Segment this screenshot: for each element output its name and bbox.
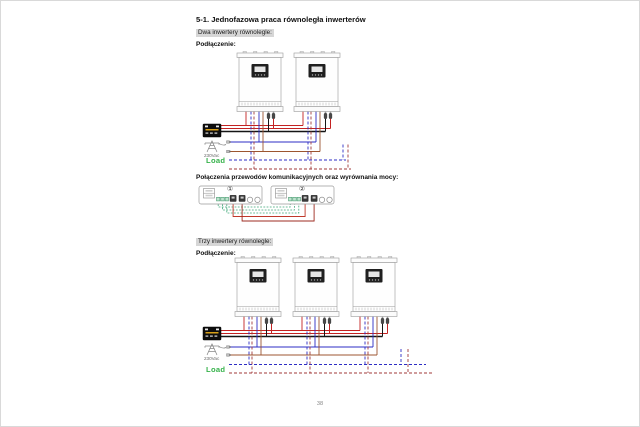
section-title: 5-1. Jednofazowa praca równoległa inwerterów	[196, 15, 366, 24]
green-terminal	[293, 197, 296, 201]
wire-crimp-connector	[227, 150, 230, 152]
board-2-number: ②	[299, 185, 306, 193]
inverter-lcd-screen	[369, 272, 380, 278]
load-label: Load	[206, 156, 226, 165]
round-port	[327, 197, 332, 202]
green-terminal	[297, 197, 300, 201]
green-terminal	[289, 197, 292, 201]
connection-label-1: Podłączenie:	[196, 40, 236, 48]
grid-voltage-label: 230Vac	[204, 152, 220, 158]
wire-crimp-connector	[227, 346, 230, 348]
round-port	[255, 197, 260, 202]
battery-cable-lug	[272, 113, 275, 118]
battery-cable-lug	[270, 318, 273, 323]
battery-cable-lug	[324, 113, 327, 118]
grid-voltage-label: 230Vac	[204, 355, 220, 361]
utility-grid-icon	[205, 344, 226, 355]
wire-crimp-connector	[227, 354, 230, 356]
inverter-lcd-screen	[255, 67, 266, 73]
round-port	[319, 197, 324, 202]
battery-cable-lug	[328, 318, 331, 323]
battery-bank-icon	[203, 124, 221, 137]
inverter-lcd-screen	[253, 272, 264, 278]
battery-cable-lug	[265, 318, 268, 323]
battery-cable-lug	[381, 318, 384, 323]
green-terminal	[217, 197, 220, 201]
board-1-number: ①	[227, 185, 234, 193]
three-inverter-wiring-diagram	[196, 251, 441, 386]
load-label: Load	[206, 364, 226, 374]
power-sharing-wire	[242, 202, 314, 221]
three-inverters-label: Trzy inwertery równolegle:	[198, 238, 272, 245]
battery-cable-lug	[267, 113, 270, 118]
connection-label-2: Podłączenie:	[196, 249, 236, 257]
inverter-1	[235, 256, 281, 316]
inverter-2	[293, 256, 339, 316]
inverter-3	[351, 256, 397, 316]
utility-grid-icon	[205, 141, 226, 152]
two-inverters-label: Dwa inwertery równolegle:	[198, 29, 272, 36]
page-number: 38	[316, 400, 324, 407]
battery-cable-lug	[323, 318, 326, 323]
battery-bank-icon	[203, 327, 221, 340]
comm-wiring-diagram	[196, 184, 341, 226]
comm-section-title: Połączenia przewodów komunikacyjnych oraz wyrównania mocy:	[196, 173, 399, 181]
inverter-lcd-screen	[311, 272, 322, 278]
green-terminal	[221, 197, 224, 201]
inverter-lcd-screen	[312, 67, 323, 73]
inverter-1	[237, 51, 283, 111]
battery-cable-lug	[386, 318, 389, 323]
inverter-2	[294, 51, 340, 111]
wire-crimp-connector	[227, 141, 230, 143]
green-terminal	[225, 197, 228, 201]
round-port	[247, 197, 252, 202]
battery-cable-lug	[329, 113, 332, 118]
